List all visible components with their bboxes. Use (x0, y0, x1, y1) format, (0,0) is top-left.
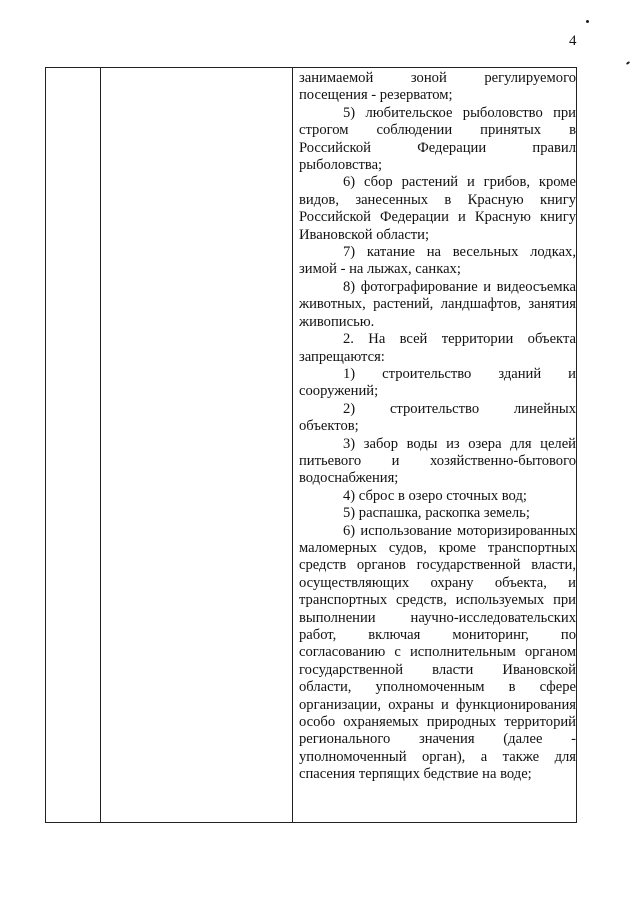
paragraph-prohibition-5: 5) распашка, раскопка земель; (343, 505, 530, 522)
paragraph-prohibition-4: 4) сброс в озеро сточных вод; (343, 487, 527, 504)
document-table (45, 67, 577, 823)
scan-speck (626, 61, 630, 65)
paragraph-item-7: 7) катание на весельных лодках, зимой - на лыжах, санках; (299, 244, 576, 278)
scan-speck (586, 20, 589, 23)
paragraph-prohibition-6: 6) использование моторизированных маломерных судов, кроме транспортных средств органов государственной власти, осуществляющих охрану объекта, и транспортных средств, используемых при выполнении научно-исследовательских работ, включая мониторинг, по согласованию с исполнительным органом государственной власти Ивановской области, уполномоченным в сфере организации, охраны и функционирования особо охраняемых природных территорий регионального значения (далее - уполномоченный орган), а также для спасения терпящих бедствие на воде; (299, 522, 576, 783)
page-number: 4 (569, 33, 577, 49)
paragraph-prohibition-3: 3) забор воды из озера для целей питьевого и хозяйственно-бытового водоснабжения; (299, 435, 576, 487)
table-text-column (299, 70, 576, 784)
paragraph-continuation: занимаемой зоной регулируемого посещения - резерватом; (299, 70, 576, 104)
paragraph-prohibition-1: 1) строительство зданий и сооружений; (299, 365, 576, 400)
paragraph-section-2: 2. На всей территории объекта запрещаются: (299, 331, 576, 365)
paragraph-item-8: 8) фотографирование и видеосъемка животных, растений, ландшафтов, занятия живописью. (299, 278, 576, 330)
paragraph-item-6: 6) сбор растений и грибов, кроме видов, занесенных в Красную книгу Российской Федерации и Красную книгу Ивановской области; (299, 174, 576, 243)
paragraph-item-5: 5) любительское рыболовство при строгом соблюдении принятых в Российской Федерации правил рыболовства; (299, 104, 576, 174)
table-column-divider (292, 68, 293, 822)
paragraph-prohibition-2: 2) строительство линейных объектов; (299, 400, 576, 435)
table-column-divider (100, 68, 101, 822)
